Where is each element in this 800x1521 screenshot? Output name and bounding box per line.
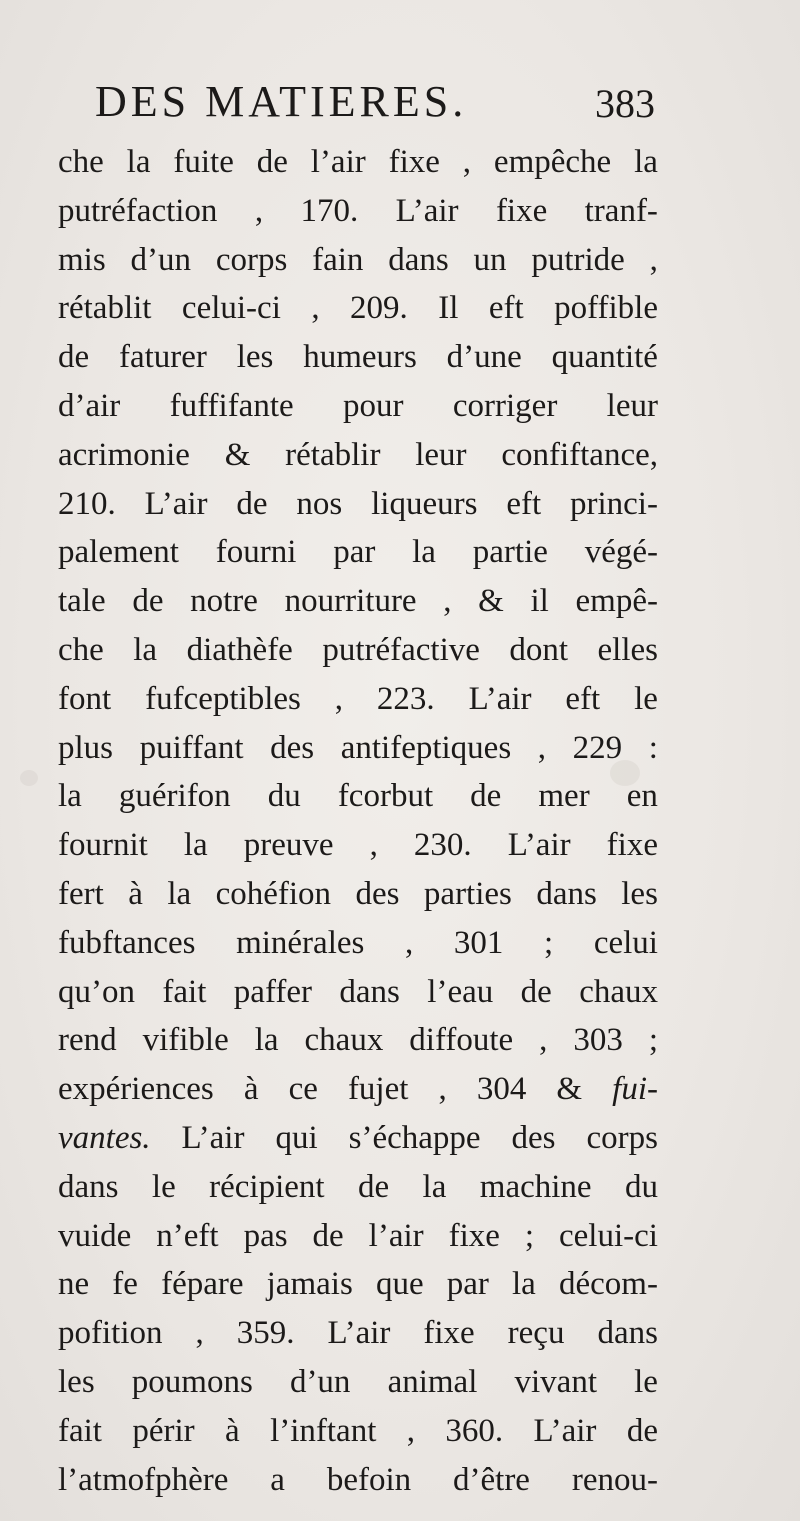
text-word: dans (388, 241, 449, 278)
text-word: 304 (476, 1071, 527, 1108)
text-word: les (58, 1363, 95, 1400)
text-word: befoin (326, 1461, 412, 1498)
text-word: de (58, 339, 90, 376)
text-word: animal (387, 1363, 478, 1400)
text-word: renou- (571, 1461, 658, 1498)
text-line (58, 1407, 658, 1456)
text-line (58, 333, 658, 382)
text-line (58, 626, 658, 675)
text-word: de (357, 1168, 390, 1205)
text-word: périr (132, 1412, 195, 1449)
text-line (58, 1260, 658, 1309)
text-word: plus (58, 729, 114, 766)
text-word: 210. (58, 485, 116, 522)
text-word: fujet (347, 1071, 409, 1108)
text-line (58, 772, 658, 821)
text-word: reçu (507, 1315, 565, 1352)
text-word: vantes. (58, 1119, 151, 1156)
text-word: fcorbut (337, 778, 434, 815)
text-word: de (312, 1217, 344, 1254)
text-word: la (133, 631, 158, 668)
text-word: , (443, 583, 452, 620)
text-word: de (236, 485, 268, 522)
text-word: fépare (161, 1266, 244, 1303)
text-word: & (224, 436, 251, 473)
text-word: 229 (572, 729, 623, 766)
text-word: fixe (495, 192, 548, 229)
text-word: cohéfion (215, 875, 332, 912)
text-word: antifeptiques (340, 729, 512, 766)
text-word: a (270, 1461, 285, 1498)
text-word: à (128, 875, 143, 912)
text-word: leur (415, 436, 467, 473)
text-word: machine (479, 1168, 592, 1205)
text-word: nos (296, 485, 343, 522)
text-word: fournit (58, 827, 148, 864)
text-word: la (58, 778, 82, 815)
text-word: de (520, 973, 552, 1010)
text-word: 360. (445, 1412, 504, 1449)
text-word: , (649, 241, 658, 278)
text-word: la (512, 1266, 536, 1303)
text-word: d’un (289, 1363, 351, 1400)
text-word: à (243, 1071, 259, 1108)
text-word: parties (423, 875, 512, 912)
text-word: qu’on (58, 973, 135, 1010)
text-word: , (462, 144, 472, 180)
text-line (58, 675, 658, 724)
text-word: à (225, 1412, 240, 1449)
text-word: dans (339, 973, 400, 1010)
text-line (58, 236, 658, 285)
text-word: d’air (58, 387, 121, 424)
text-word: fixe (423, 1315, 475, 1352)
text-word: celui-ci (181, 290, 281, 327)
text-word: chaux (304, 1022, 384, 1059)
text-word: mis (58, 241, 106, 278)
text-line (58, 1163, 658, 1212)
text-word: ; (648, 1022, 658, 1059)
text-line (58, 138, 658, 187)
text-word: le (151, 1168, 176, 1205)
text-word: tale (58, 583, 106, 620)
text-word: corps (215, 241, 288, 278)
text-word: eft (565, 680, 601, 717)
text-word: palement (58, 534, 179, 571)
text-word: l’eau (427, 973, 494, 1010)
text-word: fubftances (58, 924, 196, 961)
text-word: 230. (413, 827, 472, 864)
text-word: 209. (350, 290, 408, 327)
text-word: pour (343, 387, 404, 424)
text-word: liqueurs (371, 485, 478, 522)
text-word: empê- (575, 583, 658, 620)
text-word: végé- (584, 534, 658, 571)
text-word: le (634, 1363, 658, 1400)
text-word: puiffant (139, 729, 244, 766)
text-word: la (254, 1022, 279, 1059)
text-word: acrimonie (58, 436, 190, 473)
text-word: décom- (558, 1266, 658, 1303)
text-word: fe (112, 1266, 138, 1303)
text-word: poumons (131, 1363, 253, 1400)
text-word: quantité (551, 339, 658, 376)
text-word: diffoute (409, 1022, 514, 1059)
text-word: chaux (579, 973, 658, 1010)
text-word: il (530, 583, 549, 620)
text-word: des (511, 1119, 556, 1156)
text-line (58, 724, 658, 773)
text-word: leur (606, 387, 658, 424)
text-word: , (254, 192, 264, 229)
text-word: qui (275, 1119, 318, 1156)
text-word: d’un (130, 241, 191, 278)
text-word: princi- (569, 485, 658, 522)
text-word: de (470, 778, 502, 815)
text-word: mer (538, 778, 590, 815)
text-line (58, 382, 658, 431)
text-word: de (256, 144, 288, 180)
text-word: des (270, 729, 315, 766)
text-word: partie (472, 534, 548, 571)
running-head-title: DES MATIERES. (95, 77, 468, 126)
text-word: dans (536, 875, 597, 912)
text-word: par (333, 534, 376, 571)
text-word: fuite (173, 144, 234, 180)
text-word: ne (58, 1266, 90, 1303)
text-word: elles (597, 631, 658, 668)
text-word: che (58, 631, 104, 668)
text-word: les (236, 339, 274, 376)
text-word: , (537, 729, 547, 766)
text-line (58, 480, 658, 529)
paper-stain (20, 770, 38, 786)
text-word: la (183, 827, 208, 864)
text-word: fixe (606, 827, 658, 864)
text-word: , (406, 1412, 415, 1449)
text-word: 359. (236, 1315, 295, 1352)
text-word: , (334, 680, 344, 717)
text-word: fui- (612, 1071, 658, 1108)
text-word: rétablit (58, 290, 152, 327)
text-word: L’air (507, 827, 571, 864)
text-word: fert (58, 875, 104, 912)
text-word: rétablir (285, 436, 381, 473)
text-word: fuffifante (169, 387, 294, 424)
text-word: & (556, 1071, 583, 1108)
text-word: celui-ci (559, 1217, 658, 1254)
text-word: putride (531, 241, 625, 278)
text-line (58, 1114, 658, 1163)
text-word: par (446, 1266, 489, 1303)
text-word: de (626, 1412, 658, 1449)
text-word: , (311, 290, 320, 327)
running-head (95, 72, 655, 132)
text-word: la (412, 534, 436, 571)
text-line (58, 870, 658, 919)
text-word: font (58, 680, 112, 717)
text-word: des (355, 875, 400, 912)
text-word: l’air (310, 144, 366, 180)
text-line (58, 1016, 658, 1065)
text-word: Il (438, 290, 459, 327)
text-word: la (167, 875, 192, 912)
text-word: corps (586, 1119, 658, 1156)
text-word: putréfactive (322, 631, 480, 668)
text-line (58, 1065, 658, 1114)
index-text (58, 138, 658, 1504)
text-word: eft (488, 290, 524, 327)
text-word: s’échappe (348, 1119, 481, 1156)
text-word: , (438, 1071, 447, 1108)
text-word: guérifon (118, 778, 231, 815)
text-word: fixe (388, 144, 440, 180)
page-number: 383 (595, 81, 655, 126)
text-word: celui (593, 924, 658, 961)
text-word: empêche (493, 144, 612, 180)
text-word: du (624, 1168, 658, 1205)
text-word: , (539, 1022, 548, 1059)
text-word: un (473, 241, 507, 278)
text-word: 223. (376, 680, 435, 717)
text-line (58, 577, 658, 626)
text-line (58, 968, 658, 1017)
text-word: paffer (233, 973, 312, 1010)
text-word: d’être (453, 1461, 530, 1498)
text-word: L’air (181, 1119, 245, 1156)
text-line (58, 1309, 658, 1358)
text-word: la (422, 1168, 447, 1205)
text-word: la (634, 144, 658, 180)
text-word: eft (506, 485, 542, 522)
text-word: faturer (118, 339, 207, 376)
text-word: L’air (144, 485, 208, 522)
text-word: , (369, 827, 378, 864)
text-word: vifible (142, 1022, 229, 1059)
text-line (58, 1456, 658, 1505)
text-word: n’eft (156, 1217, 219, 1254)
text-word: L’air (327, 1315, 391, 1352)
text-word: minérales (236, 924, 365, 961)
text-word: ; (524, 1217, 535, 1254)
text-word: la (126, 144, 151, 180)
text-word: humeurs (303, 339, 417, 376)
text-word: dans (58, 1168, 119, 1205)
text-word: dans (597, 1315, 658, 1352)
text-word: d’une (446, 339, 522, 376)
text-word: fixe (448, 1217, 500, 1254)
text-word: , (405, 924, 414, 961)
text-word: rend (58, 1022, 117, 1059)
text-word: pas (243, 1217, 288, 1254)
text-word: corriger (452, 387, 558, 424)
text-word: du (267, 778, 301, 815)
text-line (58, 821, 658, 870)
text-word: vuide (58, 1217, 132, 1254)
text-word: 170. (300, 192, 359, 229)
text-word: jamais (266, 1266, 353, 1303)
text-word: pofition (58, 1315, 163, 1352)
text-word: dont (509, 631, 569, 668)
text-word: L’air (533, 1412, 597, 1449)
text-word: fait (162, 973, 207, 1010)
text-word: , (195, 1315, 204, 1352)
text-word: récipient (209, 1168, 325, 1205)
text-line (58, 284, 658, 333)
text-word: nourriture (284, 583, 417, 620)
text-word: fain (312, 241, 364, 278)
text-word: l’air (368, 1217, 424, 1254)
text-word: fait (58, 1412, 102, 1449)
text-word: vivant (514, 1363, 597, 1400)
text-word: che (58, 144, 104, 180)
text-line (58, 919, 658, 968)
text-word: preuve (243, 827, 334, 864)
text-line (58, 187, 658, 236)
text-word: & (478, 583, 504, 620)
text-word: ; (544, 924, 554, 961)
text-word: putréfaction (58, 192, 218, 229)
text-word: diathèfe (186, 631, 293, 668)
text-word: confiftance, (501, 436, 658, 473)
text-word: L’air (468, 680, 532, 717)
text-word: 303 (573, 1022, 623, 1059)
text-line (58, 528, 658, 577)
text-word: le (634, 680, 658, 717)
text-word: de (132, 583, 164, 620)
text-word: : (648, 729, 658, 766)
text-word: notre (190, 583, 258, 620)
text-line (58, 1358, 658, 1407)
text-word: en (626, 778, 658, 815)
text-word: ce (288, 1071, 318, 1108)
text-word: 301 (453, 924, 504, 961)
text-word: fourni (215, 534, 297, 571)
text-word: l’atmofphère (58, 1461, 229, 1498)
text-word: tranf- (584, 192, 658, 229)
text-word: fufceptibles (145, 680, 301, 717)
text-line (58, 1212, 658, 1261)
text-word: poffible (554, 290, 658, 327)
text-word: les (621, 875, 658, 912)
text-word: l’inftant (270, 1412, 377, 1449)
text-word: L’air (395, 192, 459, 229)
text-line (58, 431, 658, 480)
text-word: que (375, 1266, 424, 1303)
text-word: expériences (58, 1071, 214, 1108)
